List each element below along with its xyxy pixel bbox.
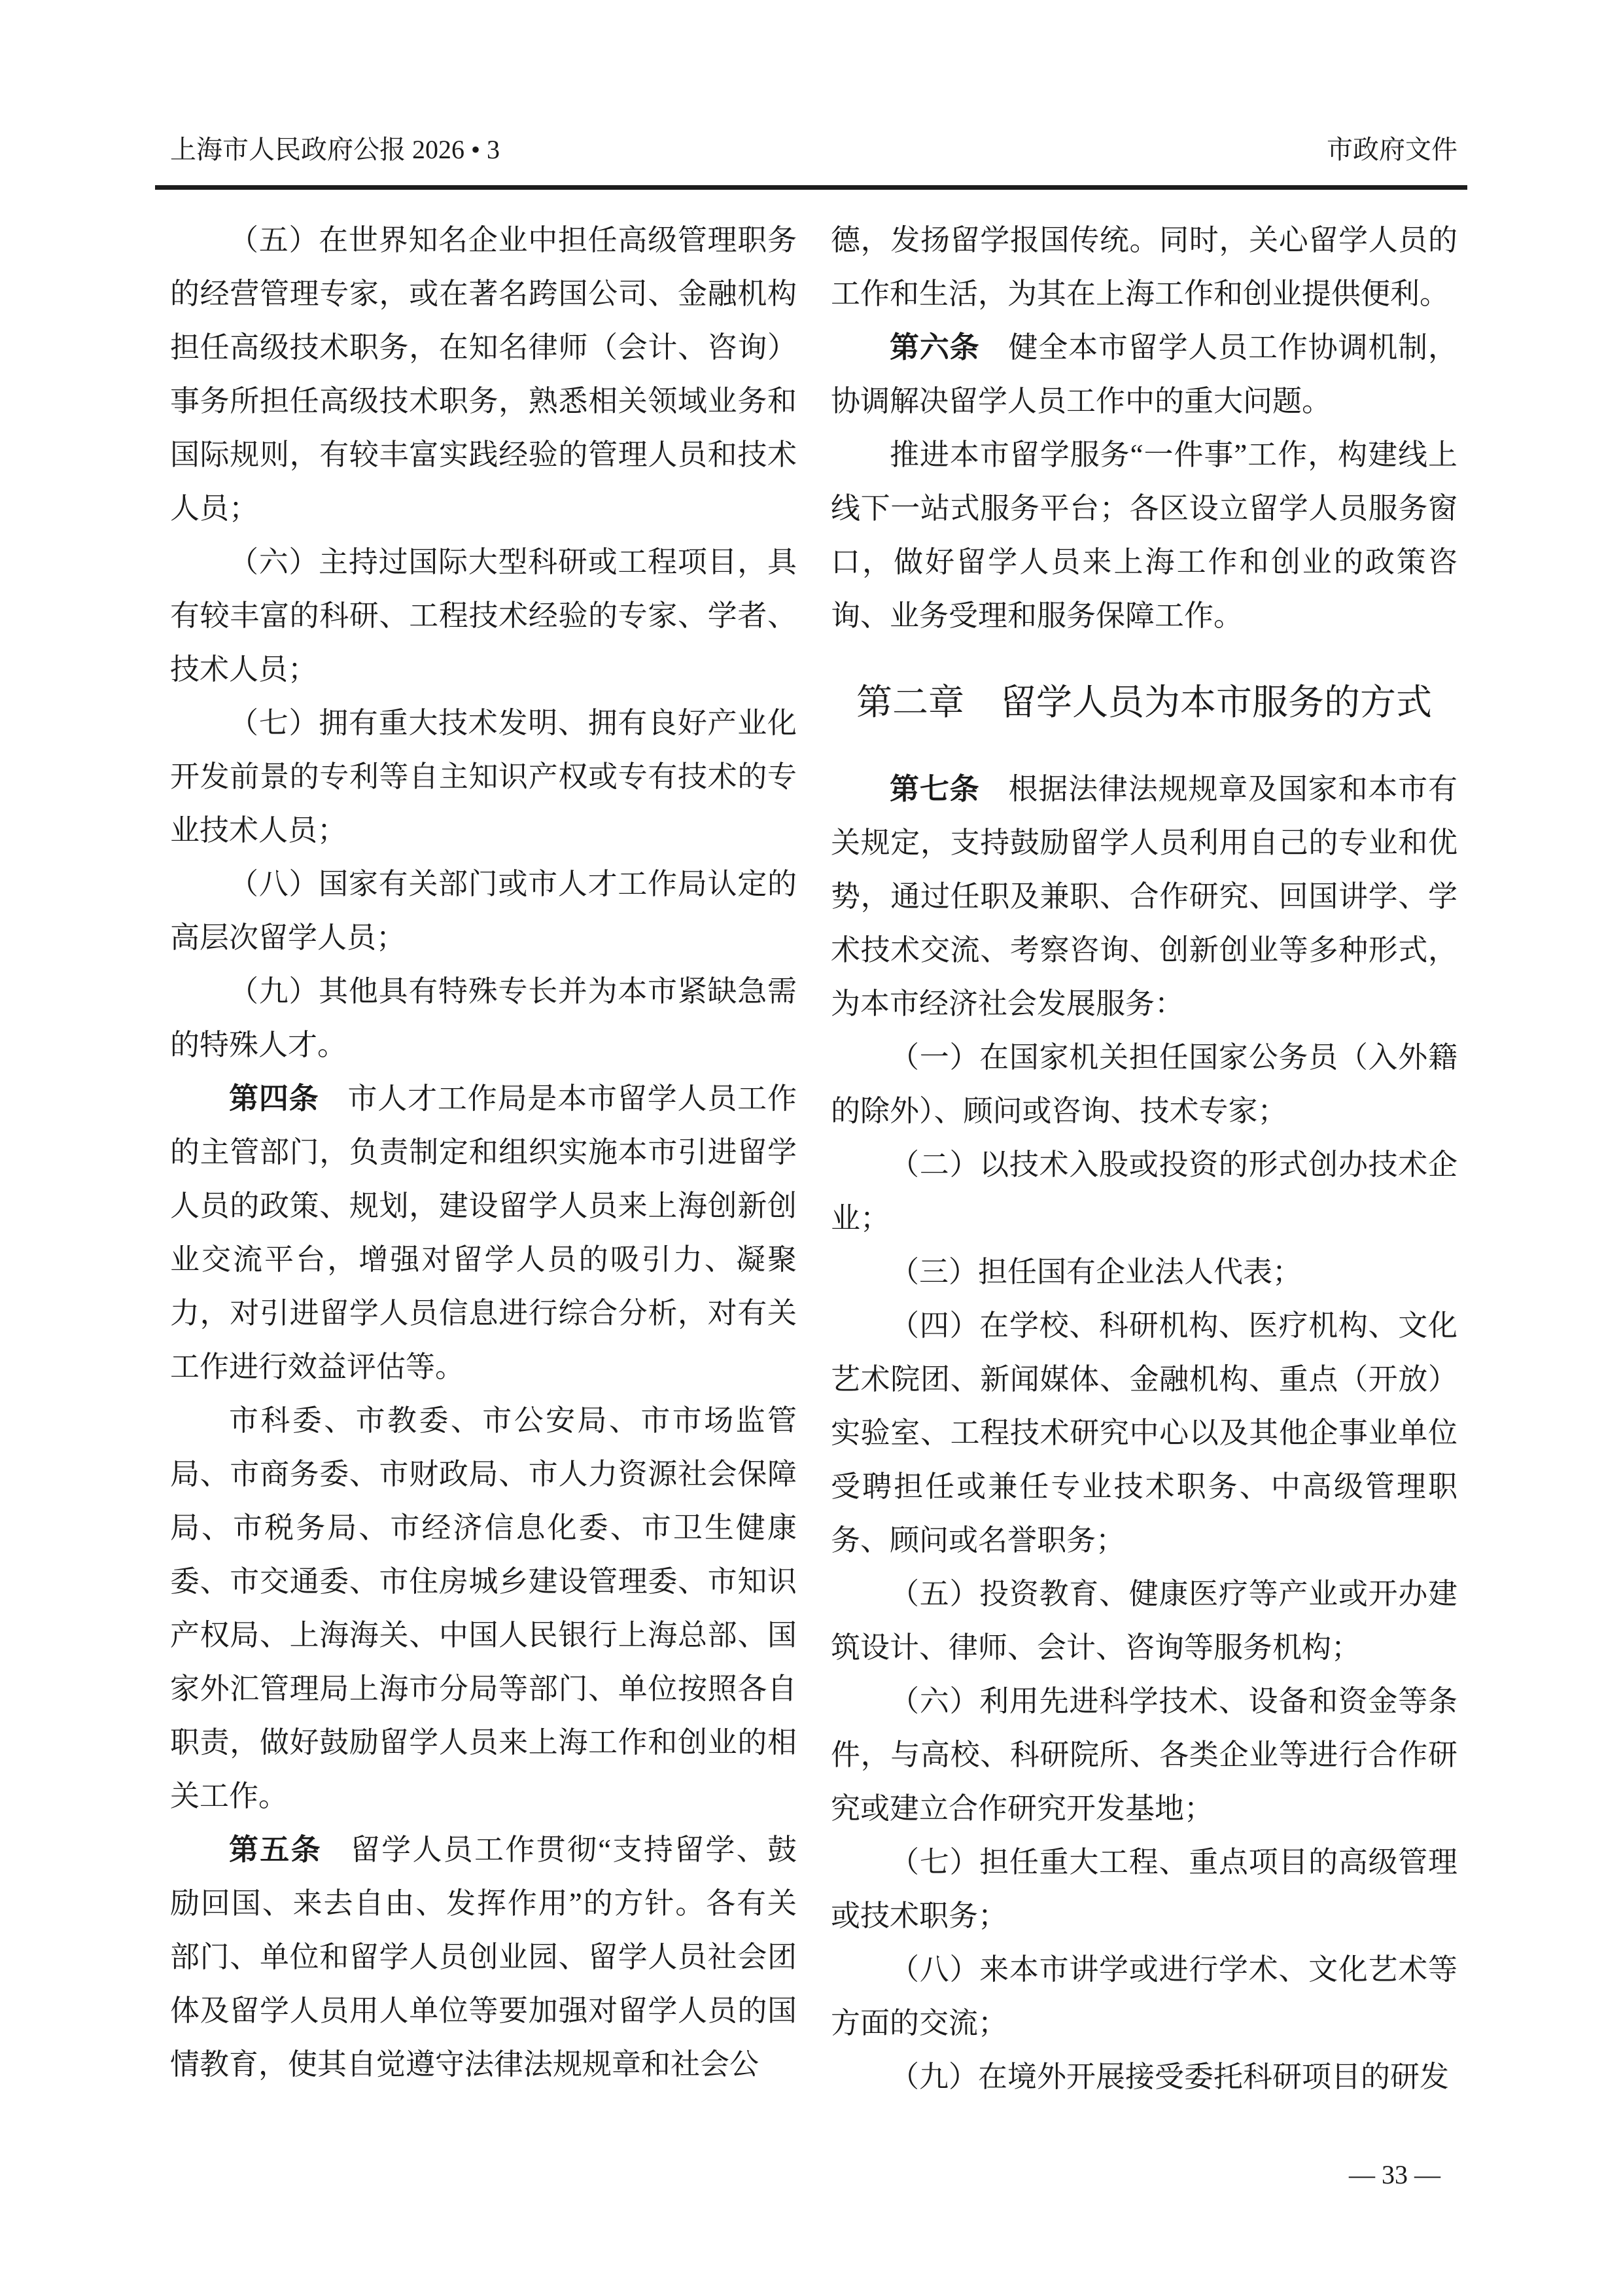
paragraph-text: （三）担任国有企业法人代表； [890, 1256, 1302, 1288]
paragraph-text: （五）在世界知名企业中担任高级管理职务的经营管理专家，或在著名跨国公司、金融机构担任高级技术职务，在知名律师（会计、咨询）事务所担任高级技术职务，熟悉相关领域业务和国际规则，有较丰富实践经验的管理人员和技术人员； [170, 224, 797, 525]
left-column [170, 213, 797, 2104]
paragraph-text: （七）担任重大工程、重点项目的高级管理或技术职务； [831, 1846, 1457, 1932]
paragraph [831, 1138, 1457, 1245]
paragraph-text: （八）来本市讲学或进行学术、文化艺术等方面的交流； [831, 1953, 1457, 2040]
paragraph [170, 1823, 797, 2091]
paragraph [170, 696, 797, 857]
paragraph-text: 市人才工作局是本市留学人员工作的主管部门，负责制定和组织实施本市引进留学人员的政策、规划，建设留学人员来上海创新创业交流平台，增强对留学人员的吸引力、凝聚力，对引进留学人员信息进行综合分析，对有关工作进行效益评估等。 [170, 1082, 797, 1383]
paragraph-text: （一）在国家机关担任国家公务员（入外籍的除外）、顾问或咨询、技术专家； [831, 1041, 1457, 1127]
article-label: 第四条 [229, 1082, 319, 1115]
paragraph-text: 健全本市留学人员工作协调机制，协调解决留学人员工作中的重大问题。 [831, 331, 1457, 417]
paragraph-text: 留学人员工作贯彻“支持留学、鼓励回国、来去自由、发挥作用”的方针。各有关部门、单位和留学人员创业园、留学人员社会团体及留学人员用人单位等要加强对留学人员的国情教育，使其自觉遵守法律法规规章和社会公 [170, 1833, 797, 2081]
paragraph [831, 2050, 1457, 2104]
page-header [170, 133, 1457, 166]
paragraph [831, 762, 1457, 1031]
section-label: 市政府文件 [1327, 135, 1457, 164]
article-label: 第七条 [890, 772, 980, 805]
paragraph [831, 1031, 1457, 1138]
paragraph [170, 1394, 797, 1823]
paragraph [170, 535, 797, 696]
paragraph-text: （七）拥有重大技术发明、拥有良好产业化开发前景的专利等自主知识产权或专有技术的专业技术人员； [170, 707, 797, 847]
paragraph [831, 1674, 1457, 1835]
paragraph-text: （六）主持过国际大型科研或工程项目，具有较丰富的科研、工程技术经验的专家、学者、技术人员； [170, 546, 797, 686]
paragraph-text: （四）在学校、科研机构、医疗机构、文化艺术院团、新闻媒体、金融机构、重点（开放）实验室、工程技术研究中心以及其他企事业单位受聘担任或兼任专业技术职务、中高级管理职务、顾问或名誉职务； [831, 1309, 1457, 1557]
paragraph [170, 213, 797, 535]
paragraph [831, 1299, 1457, 1567]
paragraph [831, 213, 1457, 321]
paragraph [831, 1943, 1457, 2050]
journal-title: 上海市人民政府公报 2026 • 3 [170, 135, 500, 164]
paragraph-text: （五）投资教育、健康医疗等产业或开办建筑设计、律师、会计、咨询等服务机构； [831, 1578, 1457, 1664]
paragraph [831, 428, 1457, 643]
paragraph-text: 推进本市留学服务“一件事”工作，构建线上线下一站式服务平台；各区设立留学人员服务窗口，做好留学人员来上海工作和创业的政策咨询、业务受理和服务保障工作。 [831, 438, 1457, 632]
text-columns [170, 213, 1457, 2104]
paragraph [831, 1245, 1457, 1299]
paragraph [831, 321, 1457, 428]
paragraph-text: （八）国家有关部门或市人才工作局认定的高层次留学人员； [170, 868, 797, 954]
page-number: — 33 — [1349, 2160, 1440, 2189]
paragraph-text: 根据法律法规规章及国家和本市有关规定，支持鼓励留学人员利用自己的专业和优势，通过任职及兼职、合作研究、回国讲学、学术技术交流、考察咨询、创新创业等多种形式，为本市经济社会发展服务： [831, 773, 1457, 1020]
paragraph-text: （六）利用先进科学技术、设备和资金等条件，与高校、科研院所、各类企业等进行合作研究或建立合作研究开发基地； [831, 1685, 1457, 1825]
paragraph-text: （二）以技术入股或投资的形式创办技术企业； [831, 1148, 1457, 1235]
article-label: 第六条 [890, 330, 980, 364]
paragraph-text: （九）在境外开展接受委托科研项目的研发 [890, 2060, 1450, 2093]
article-label: 第五条 [229, 1833, 322, 1866]
chapter-heading: 第二章 留学人员为本市服务的方式 [856, 682, 1432, 722]
paragraph [170, 964, 797, 1072]
paragraph [831, 1567, 1457, 1674]
header-rule [155, 185, 1467, 190]
right-column [831, 213, 1457, 2104]
paragraph [170, 857, 797, 964]
paragraph-text: （九）其他具有特殊专长并为本市紧缺急需的特殊人才。 [170, 975, 797, 1061]
paragraph [831, 1835, 1457, 1943]
paragraph-text: 德，发扬留学报国传统。同时，关心留学人员的工作和生活，为其在上海工作和创业提供便利。 [831, 224, 1457, 310]
paragraph [170, 1072, 797, 1394]
paragraph-text: 市科委、市教委、市公安局、市市场监管局、市商务委、市财政局、市人力资源社会保障局、市税务局、市经济信息化委、市卫生健康委、市交通委、市住房城乡建设管理委、市知识产权局、上海海关、中国人民银行上海总部、国家外汇管理局上海市分局等部门、单位按照各自职责，做好鼓励留学人员来上海工作和创业的相关工作。 [170, 1404, 797, 1812]
